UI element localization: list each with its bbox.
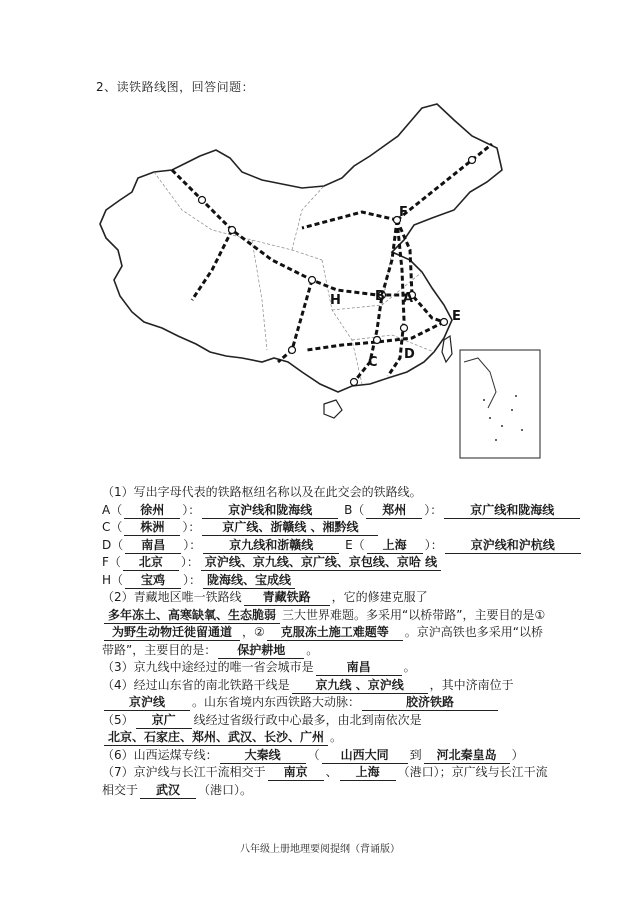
label-a: A（ xyxy=(102,502,123,517)
answer-b-city: 郑州 xyxy=(366,503,422,519)
q7-paragraph xyxy=(102,764,550,799)
q2-text-4: ，② xyxy=(242,625,265,639)
q2-text-6: 。 xyxy=(306,642,319,657)
q2-answer-purpose-2: 克服冻土施工难题等 xyxy=(267,625,403,641)
map-letter-F: F xyxy=(399,205,408,220)
q7-text-4: （港口）。 xyxy=(198,782,253,797)
answer-h-lines: 陇海线、宝成线 xyxy=(203,573,295,589)
q4-answer-jinan: 京沪线 xyxy=(104,695,190,711)
q1-row-c xyxy=(102,519,550,537)
map-letter-B: B xyxy=(375,289,385,304)
map-letter-E: E xyxy=(452,309,461,324)
answer-f-lines: 京沪线、京九线、京广线、京包线、京哈 线 xyxy=(201,555,441,571)
question-title: 2、读铁路线图，回答问题： xyxy=(96,80,255,94)
label-e: E（ xyxy=(345,537,365,552)
q5-text-3: 。 xyxy=(330,730,343,744)
q2-answer-purpose-1: 为野生动物迁徙留通道 xyxy=(104,625,240,641)
china-railway-map-figure xyxy=(92,100,548,472)
q3-text-2: 。 xyxy=(403,660,416,674)
q2-paragraph xyxy=(102,589,550,659)
answer-a-lines: 京沪线和陇海线 xyxy=(202,503,338,519)
q2-text-5: 。京沪高铁也多采用“以桥带路”，主要目的是： xyxy=(102,625,543,657)
q5-answer-line: 京广 xyxy=(136,713,192,729)
label-d: D（ xyxy=(102,537,124,552)
label-b: B（ xyxy=(344,502,365,517)
q6-answer-line: 大秦线 xyxy=(220,748,306,764)
q7-text-1: （7）京沪线与长江干流相交于 xyxy=(102,765,266,779)
q1-row-f xyxy=(102,554,550,572)
map-letter-H: H xyxy=(330,293,341,308)
q7-answer-wuhan: 武汉 xyxy=(140,783,196,799)
answer-d-city: 南昌 xyxy=(125,538,181,554)
q4-answer-east-west: 胶济铁路 xyxy=(362,695,498,711)
q7-text-2: 、 xyxy=(325,765,338,779)
q3-text-1: （3）京九线中途经过的唯一省会城市是 xyxy=(102,660,314,674)
answer-b-lines: 京广线和陇海线 xyxy=(444,503,580,519)
answer-section xyxy=(102,484,555,799)
answer-c-lines: 京广线、浙赣线 、湘黔线 xyxy=(202,520,378,536)
label-d-colon: ）： xyxy=(183,537,202,552)
q6-answer-to: 河北秦皇岛 xyxy=(424,748,510,764)
q2-answer-difficulties: 多年冻土、高寒缺氧、生态脆弱 xyxy=(104,608,280,624)
map-letter-D: D xyxy=(404,347,415,362)
south-china-sea-inset xyxy=(460,350,540,458)
label-e-colon: ）： xyxy=(424,537,443,552)
q6-text-1: （6）山西运煤专线： xyxy=(102,747,218,762)
q1-row-h xyxy=(102,572,550,590)
label-b-colon: ）： xyxy=(424,502,443,517)
answer-c-city: 株洲 xyxy=(124,520,180,536)
q1-row-a-b xyxy=(102,502,555,520)
label-h: H（ xyxy=(102,572,124,587)
q6-text-3: 到 xyxy=(409,747,422,762)
q4-text-2: ，其中济南位于 xyxy=(429,677,514,692)
answer-e-city: 上海 xyxy=(367,538,423,554)
q2-text-2: ，它的修建克服了 xyxy=(331,590,428,604)
q2-text-1: （2）青藏地区唯一铁路线 xyxy=(102,590,242,604)
q5-answer-cities: 北京、石家庄、郑州、武汉、长沙、广州 xyxy=(104,730,328,746)
railway-map xyxy=(92,100,548,472)
map-letter-A: A xyxy=(403,291,414,306)
label-c-colon: ）： xyxy=(182,520,201,534)
q5-paragraph xyxy=(102,712,550,747)
q1-row-d-e xyxy=(102,537,555,555)
label-f-colon: ）： xyxy=(180,555,199,569)
label-h-colon: ）： xyxy=(183,572,202,587)
railway-lines xyxy=(172,144,492,382)
q7-answer-nanjing: 南京 xyxy=(268,765,324,781)
q6-line xyxy=(102,747,550,765)
answer-f-city: 北京 xyxy=(123,555,179,571)
q4-text-3: 。山东省境内东西铁路大动脉： xyxy=(192,695,361,709)
q2-answer-hsr-purpose: 保护耕地 xyxy=(218,643,304,659)
answer-a-city: 徐州 xyxy=(124,503,180,519)
q6-answer-from: 山西大同 xyxy=(322,748,408,764)
taiwan-island xyxy=(442,336,452,362)
q7-answer-shanghai: 上海 xyxy=(340,765,396,781)
q4-answer-lines: 京九线 、京沪线 xyxy=(292,678,428,694)
answer-d-lines: 京九线和浙赣线 xyxy=(203,538,339,554)
label-a-colon: ）： xyxy=(182,502,201,517)
hainan-island xyxy=(324,400,342,418)
page-footer: 八年级上册地理要阅提纲（背诵版） xyxy=(240,844,400,855)
answer-e-lines: 京沪线和沪杭线 xyxy=(445,538,581,554)
q2-answer-railway: 青藏铁路 xyxy=(244,590,330,606)
q6-text-2: （ xyxy=(307,747,320,762)
q2-text-3: 三大世界难题。多采用“以桥带路”，主要目的是① xyxy=(282,607,546,622)
label-f: F（ xyxy=(102,555,121,569)
q3-line xyxy=(102,659,550,677)
q4-text-1: （4）经过山东省的南北铁路干线是 xyxy=(102,677,290,692)
answer-h-city: 宝鸡 xyxy=(125,573,181,589)
map-letter-C: C xyxy=(368,355,378,370)
q5-text-1: （5） xyxy=(102,712,134,727)
q7-text-3: （港口）；京广线与长江干流相交于 xyxy=(102,765,548,797)
q1-prompt: （1）写出字母代表的铁路枢纽名称以及在此交会的铁路线。 xyxy=(102,485,422,499)
q3-answer: 南昌 xyxy=(316,660,402,676)
q6-text-4: ） xyxy=(511,747,524,762)
q4-paragraph xyxy=(102,677,550,712)
q5-text-2: 线经过省级行政中心最多，由北到南依次是 xyxy=(193,712,422,727)
label-c: C（ xyxy=(102,520,123,534)
china-outline xyxy=(100,104,502,392)
